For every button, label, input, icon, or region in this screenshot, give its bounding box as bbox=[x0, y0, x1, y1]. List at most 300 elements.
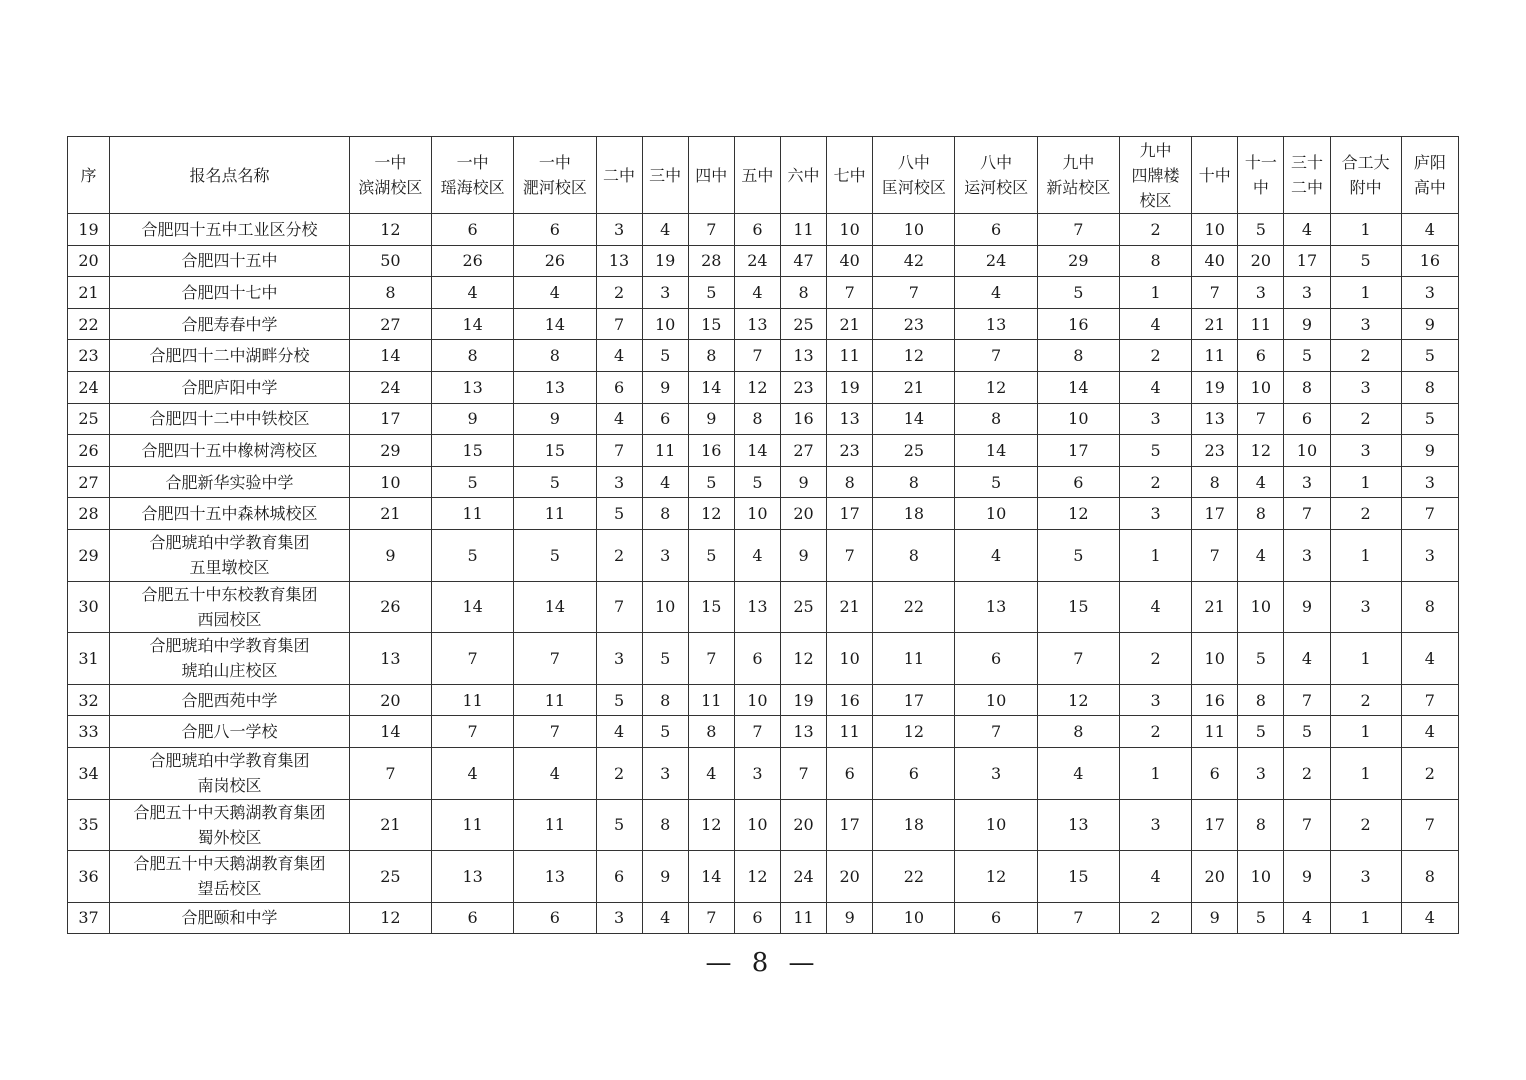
quota-cell: 11 bbox=[781, 214, 827, 246]
quota-cell: 24 bbox=[349, 371, 431, 403]
quota-cell: 3 bbox=[955, 747, 1037, 799]
quota-cell: 8 bbox=[1284, 371, 1330, 403]
quota-cell: 17 bbox=[1284, 245, 1330, 277]
quota-cell: 25 bbox=[781, 581, 827, 633]
quota-cell: 23 bbox=[781, 371, 827, 403]
row-name-cell: 合肥新华实验中学 bbox=[110, 466, 350, 498]
table-row bbox=[68, 214, 1459, 246]
quota-cell: 3 bbox=[1330, 371, 1401, 403]
quota-cell: 12 bbox=[955, 851, 1037, 903]
quota-cell: 7 bbox=[955, 716, 1037, 748]
quota-cell: 7 bbox=[688, 633, 734, 685]
quota-cell: 2 bbox=[1119, 633, 1191, 685]
quota-cell: 10 bbox=[734, 684, 780, 716]
quota-cell: 27 bbox=[349, 308, 431, 340]
quota-cell: 10 bbox=[734, 799, 780, 851]
quota-cell: 26 bbox=[514, 245, 596, 277]
quota-cell: 5 bbox=[1284, 340, 1330, 372]
quota-cell: 4 bbox=[432, 277, 514, 309]
row-name-cell: 合肥四十五中橡树湾校区 bbox=[110, 435, 350, 467]
quota-cell: 6 bbox=[1238, 340, 1284, 372]
quota-cell: 4 bbox=[432, 747, 514, 799]
quota-cell: 1 bbox=[1330, 214, 1401, 246]
quota-cell: 13 bbox=[1037, 799, 1119, 851]
quota-cell: 5 bbox=[1238, 902, 1284, 934]
quota-cell: 4 bbox=[1238, 466, 1284, 498]
quota-cell: 8 bbox=[1238, 684, 1284, 716]
quota-cell: 6 bbox=[955, 214, 1037, 246]
quota-cell: 13 bbox=[955, 308, 1037, 340]
quota-cell: 40 bbox=[827, 245, 873, 277]
quota-cell: 23 bbox=[873, 308, 955, 340]
quota-cell: 15 bbox=[688, 308, 734, 340]
quota-cell: 8 bbox=[688, 716, 734, 748]
quota-cell: 4 bbox=[1401, 633, 1458, 685]
quota-cell: 2 bbox=[1330, 340, 1401, 372]
table-row bbox=[68, 435, 1459, 467]
quota-cell: 1 bbox=[1330, 277, 1401, 309]
row-name-cell: 合肥五十中天鹅湖教育集团 蜀外校区 bbox=[110, 799, 350, 851]
row-name-cell: 合肥四十五中 bbox=[110, 245, 350, 277]
quota-cell: 2 bbox=[1330, 799, 1401, 851]
column-header-name: 报名点名称 bbox=[110, 137, 350, 214]
quota-cell: 7 bbox=[1401, 498, 1458, 530]
quota-cell: 1 bbox=[1330, 747, 1401, 799]
quota-cell: 4 bbox=[688, 747, 734, 799]
quota-cell: 7 bbox=[1284, 799, 1330, 851]
quota-cell: 17 bbox=[827, 799, 873, 851]
table-row bbox=[68, 799, 1459, 851]
quota-cell: 21 bbox=[349, 498, 431, 530]
quota-cell: 13 bbox=[781, 340, 827, 372]
quota-cell: 13 bbox=[955, 581, 1037, 633]
quota-cell: 5 bbox=[432, 529, 514, 581]
quota-cell: 6 bbox=[642, 403, 688, 435]
quota-cell: 17 bbox=[1192, 498, 1238, 530]
quota-cell: 10 bbox=[1192, 214, 1238, 246]
quota-cell: 40 bbox=[1192, 245, 1238, 277]
quota-cell: 12 bbox=[873, 716, 955, 748]
quota-cell: 7 bbox=[432, 633, 514, 685]
table-row bbox=[68, 633, 1459, 685]
quota-cell: 13 bbox=[514, 371, 596, 403]
row-seq-cell: 36 bbox=[68, 851, 110, 903]
quota-cell: 2 bbox=[1119, 466, 1191, 498]
quota-cell: 4 bbox=[1037, 747, 1119, 799]
quota-cell: 6 bbox=[873, 747, 955, 799]
quota-cell: 5 bbox=[1238, 716, 1284, 748]
quota-cell: 20 bbox=[1192, 851, 1238, 903]
column-header-seq: 序 bbox=[68, 137, 110, 214]
quota-cell: 8 bbox=[827, 466, 873, 498]
quota-cell: 13 bbox=[1192, 403, 1238, 435]
row-name-cell: 合肥五十中天鹅湖教育集团 望岳校区 bbox=[110, 851, 350, 903]
quota-cell: 17 bbox=[873, 684, 955, 716]
quota-cell: 3 bbox=[1238, 747, 1284, 799]
quota-cell: 9 bbox=[781, 466, 827, 498]
table-row bbox=[68, 902, 1459, 934]
quota-cell: 16 bbox=[1192, 684, 1238, 716]
quota-cell: 7 bbox=[514, 633, 596, 685]
quota-cell: 8 bbox=[514, 340, 596, 372]
quota-cell: 4 bbox=[1119, 308, 1191, 340]
quota-cell: 7 bbox=[1284, 498, 1330, 530]
quota-cell: 29 bbox=[1037, 245, 1119, 277]
quota-cell: 7 bbox=[1284, 684, 1330, 716]
quota-cell: 7 bbox=[1401, 684, 1458, 716]
quota-cell: 7 bbox=[688, 902, 734, 934]
quota-cell: 8 bbox=[1401, 371, 1458, 403]
quota-cell: 8 bbox=[1401, 581, 1458, 633]
quota-cell: 12 bbox=[781, 633, 827, 685]
row-seq-cell: 34 bbox=[68, 747, 110, 799]
quota-cell: 21 bbox=[349, 799, 431, 851]
quota-cell: 5 bbox=[514, 466, 596, 498]
quota-cell: 19 bbox=[781, 684, 827, 716]
quota-cell: 11 bbox=[827, 716, 873, 748]
row-name-cell: 合肥四十二中中铁校区 bbox=[110, 403, 350, 435]
quota-cell: 4 bbox=[1284, 902, 1330, 934]
column-header-school: 六中 bbox=[781, 137, 827, 214]
table-row bbox=[68, 403, 1459, 435]
quota-cell: 11 bbox=[1192, 716, 1238, 748]
quota-cell: 3 bbox=[1119, 799, 1191, 851]
quota-cell: 24 bbox=[955, 245, 1037, 277]
quota-cell: 2 bbox=[1401, 747, 1458, 799]
table-row bbox=[68, 684, 1459, 716]
quota-cell: 7 bbox=[827, 529, 873, 581]
quota-cell: 5 bbox=[642, 716, 688, 748]
quota-cell: 1 bbox=[1330, 633, 1401, 685]
quota-cell: 14 bbox=[514, 581, 596, 633]
quota-cell: 5 bbox=[1119, 435, 1191, 467]
quota-cell: 28 bbox=[688, 245, 734, 277]
table-row bbox=[68, 716, 1459, 748]
quota-cell: 5 bbox=[688, 277, 734, 309]
quota-cell: 22 bbox=[873, 851, 955, 903]
row-seq-cell: 29 bbox=[68, 529, 110, 581]
quota-cell: 14 bbox=[873, 403, 955, 435]
quota-cell: 13 bbox=[781, 716, 827, 748]
quota-cell: 11 bbox=[873, 633, 955, 685]
quota-cell: 4 bbox=[642, 466, 688, 498]
quota-cell: 17 bbox=[1192, 799, 1238, 851]
quota-cell: 29 bbox=[349, 435, 431, 467]
quota-cell: 13 bbox=[734, 308, 780, 340]
quota-cell: 9 bbox=[1401, 308, 1458, 340]
quota-cell: 3 bbox=[596, 633, 642, 685]
table-row bbox=[68, 581, 1459, 633]
quota-cell: 2 bbox=[1330, 403, 1401, 435]
quota-cell: 6 bbox=[955, 633, 1037, 685]
row-seq-cell: 19 bbox=[68, 214, 110, 246]
quota-cell: 2 bbox=[1119, 902, 1191, 934]
quota-cell: 8 bbox=[955, 403, 1037, 435]
column-header-school: 二中 bbox=[596, 137, 642, 214]
quota-cell: 10 bbox=[873, 214, 955, 246]
row-seq-cell: 25 bbox=[68, 403, 110, 435]
quota-cell: 20 bbox=[781, 799, 827, 851]
quota-cell: 10 bbox=[734, 498, 780, 530]
column-header-school: 四中 bbox=[688, 137, 734, 214]
quota-cell: 9 bbox=[1192, 902, 1238, 934]
row-name-cell: 合肥八一学校 bbox=[110, 716, 350, 748]
quota-cell: 14 bbox=[955, 435, 1037, 467]
quota-cell: 10 bbox=[1238, 851, 1284, 903]
quota-cell: 5 bbox=[1037, 529, 1119, 581]
quota-cell: 6 bbox=[734, 902, 780, 934]
quota-cell: 3 bbox=[642, 747, 688, 799]
quota-cell: 10 bbox=[1238, 581, 1284, 633]
row-seq-cell: 21 bbox=[68, 277, 110, 309]
quota-cell: 15 bbox=[1037, 581, 1119, 633]
quota-cell: 4 bbox=[1284, 633, 1330, 685]
quota-cell: 5 bbox=[1330, 245, 1401, 277]
quota-cell: 14 bbox=[1037, 371, 1119, 403]
row-name-cell: 合肥四十五中森林城校区 bbox=[110, 498, 350, 530]
quota-cell: 9 bbox=[642, 851, 688, 903]
quota-cell: 6 bbox=[1037, 466, 1119, 498]
quota-cell: 11 bbox=[642, 435, 688, 467]
quota-cell: 16 bbox=[827, 684, 873, 716]
quota-cell: 2 bbox=[1330, 684, 1401, 716]
quota-table bbox=[67, 136, 1459, 934]
quota-cell: 10 bbox=[642, 581, 688, 633]
row-seq-cell: 32 bbox=[68, 684, 110, 716]
quota-cell: 16 bbox=[688, 435, 734, 467]
row-name-cell: 合肥四十五中工业区分校 bbox=[110, 214, 350, 246]
quota-cell: 17 bbox=[827, 498, 873, 530]
quota-cell: 21 bbox=[827, 308, 873, 340]
quota-cell: 15 bbox=[688, 581, 734, 633]
quota-cell: 3 bbox=[1401, 529, 1458, 581]
table-body bbox=[68, 214, 1459, 934]
row-seq-cell: 27 bbox=[68, 466, 110, 498]
quota-cell: 5 bbox=[955, 466, 1037, 498]
quota-cell: 2 bbox=[1330, 498, 1401, 530]
quota-cell: 23 bbox=[827, 435, 873, 467]
quota-cell: 7 bbox=[514, 716, 596, 748]
quota-cell: 3 bbox=[1330, 308, 1401, 340]
quota-cell: 10 bbox=[1037, 403, 1119, 435]
table-row bbox=[68, 498, 1459, 530]
quota-cell: 4 bbox=[1238, 529, 1284, 581]
quota-cell: 12 bbox=[955, 371, 1037, 403]
quota-cell: 4 bbox=[1284, 214, 1330, 246]
quota-cell: 8 bbox=[349, 277, 431, 309]
quota-cell: 1 bbox=[1330, 466, 1401, 498]
quota-cell: 2 bbox=[1284, 747, 1330, 799]
quota-cell: 5 bbox=[688, 529, 734, 581]
quota-cell: 27 bbox=[781, 435, 827, 467]
quota-cell: 8 bbox=[642, 498, 688, 530]
column-header-school: 十中 bbox=[1192, 137, 1238, 214]
quota-cell: 5 bbox=[514, 529, 596, 581]
row-seq-cell: 31 bbox=[68, 633, 110, 685]
quota-cell: 11 bbox=[514, 799, 596, 851]
quota-cell: 15 bbox=[432, 435, 514, 467]
quota-cell: 4 bbox=[514, 747, 596, 799]
table-row bbox=[68, 277, 1459, 309]
quota-cell: 5 bbox=[642, 633, 688, 685]
row-name-cell: 合肥琥珀中学教育集团 五里墩校区 bbox=[110, 529, 350, 581]
quota-cell: 5 bbox=[1037, 277, 1119, 309]
quota-cell: 8 bbox=[1401, 851, 1458, 903]
quota-cell: 3 bbox=[1330, 851, 1401, 903]
row-name-cell: 合肥寿春中学 bbox=[110, 308, 350, 340]
quota-cell: 24 bbox=[734, 245, 780, 277]
quota-cell: 4 bbox=[596, 716, 642, 748]
column-header-school: 一中 瑶海校区 bbox=[432, 137, 514, 214]
row-name-cell: 合肥庐阳中学 bbox=[110, 371, 350, 403]
quota-cell: 18 bbox=[873, 498, 955, 530]
quota-cell: 12 bbox=[1037, 498, 1119, 530]
quota-cell: 9 bbox=[1284, 581, 1330, 633]
quota-cell: 12 bbox=[349, 214, 431, 246]
quota-cell: 3 bbox=[1284, 277, 1330, 309]
quota-cell: 15 bbox=[514, 435, 596, 467]
quota-cell: 5 bbox=[1238, 214, 1284, 246]
quota-cell: 11 bbox=[688, 684, 734, 716]
quota-cell: 14 bbox=[432, 308, 514, 340]
quota-cell: 12 bbox=[688, 799, 734, 851]
quota-cell: 1 bbox=[1330, 529, 1401, 581]
quota-cell: 7 bbox=[734, 716, 780, 748]
quota-cell: 20 bbox=[827, 851, 873, 903]
quota-cell: 6 bbox=[596, 851, 642, 903]
quota-cell: 20 bbox=[349, 684, 431, 716]
quota-cell: 7 bbox=[1401, 799, 1458, 851]
quota-cell: 9 bbox=[688, 403, 734, 435]
quota-cell: 50 bbox=[349, 245, 431, 277]
row-seq-cell: 24 bbox=[68, 371, 110, 403]
quota-cell: 6 bbox=[1192, 747, 1238, 799]
quota-cell: 25 bbox=[781, 308, 827, 340]
quota-cell: 3 bbox=[1284, 529, 1330, 581]
quota-cell: 7 bbox=[596, 581, 642, 633]
quota-cell: 8 bbox=[1238, 799, 1284, 851]
quota-cell: 14 bbox=[349, 340, 431, 372]
quota-cell: 12 bbox=[873, 340, 955, 372]
quota-cell: 3 bbox=[1330, 581, 1401, 633]
quota-cell: 23 bbox=[1192, 435, 1238, 467]
quota-cell: 8 bbox=[734, 403, 780, 435]
quota-cell: 6 bbox=[1284, 403, 1330, 435]
column-header-school: 合工大 附中 bbox=[1330, 137, 1401, 214]
quota-cell: 7 bbox=[432, 716, 514, 748]
quota-cell: 12 bbox=[688, 498, 734, 530]
quota-cell: 10 bbox=[955, 684, 1037, 716]
column-header-school: 八中 运河校区 bbox=[955, 137, 1037, 214]
quota-cell: 11 bbox=[432, 684, 514, 716]
quota-cell: 12 bbox=[734, 851, 780, 903]
row-seq-cell: 28 bbox=[68, 498, 110, 530]
quota-cell: 7 bbox=[688, 214, 734, 246]
quota-cell: 13 bbox=[596, 245, 642, 277]
quota-cell: 4 bbox=[1119, 851, 1191, 903]
quota-cell: 25 bbox=[873, 435, 955, 467]
quota-cell: 47 bbox=[781, 245, 827, 277]
quota-cell: 10 bbox=[1284, 435, 1330, 467]
quota-cell: 3 bbox=[1284, 466, 1330, 498]
quota-cell: 3 bbox=[642, 529, 688, 581]
quota-cell: 12 bbox=[1238, 435, 1284, 467]
quota-cell: 5 bbox=[1238, 633, 1284, 685]
quota-cell: 8 bbox=[1037, 340, 1119, 372]
quota-cell: 13 bbox=[514, 851, 596, 903]
quota-cell: 3 bbox=[1119, 684, 1191, 716]
quota-cell: 8 bbox=[642, 799, 688, 851]
quota-cell: 11 bbox=[1238, 308, 1284, 340]
quota-cell: 14 bbox=[734, 435, 780, 467]
quota-cell: 19 bbox=[827, 371, 873, 403]
quota-cell: 16 bbox=[1037, 308, 1119, 340]
quota-cell: 10 bbox=[827, 633, 873, 685]
row-seq-cell: 22 bbox=[68, 308, 110, 340]
quota-cell: 2 bbox=[1119, 716, 1191, 748]
quota-cell: 10 bbox=[642, 308, 688, 340]
quota-cell: 11 bbox=[781, 902, 827, 934]
quota-cell: 5 bbox=[734, 466, 780, 498]
quota-cell: 7 bbox=[596, 308, 642, 340]
quota-cell: 9 bbox=[1284, 851, 1330, 903]
quota-cell: 3 bbox=[1401, 466, 1458, 498]
quota-cell: 4 bbox=[642, 214, 688, 246]
quota-cell: 3 bbox=[1330, 435, 1401, 467]
quota-cell: 25 bbox=[349, 851, 431, 903]
table-row bbox=[68, 371, 1459, 403]
quota-cell: 1 bbox=[1119, 529, 1191, 581]
column-header-school: 三十 二中 bbox=[1284, 137, 1330, 214]
quota-cell: 7 bbox=[873, 277, 955, 309]
quota-cell: 11 bbox=[1192, 340, 1238, 372]
column-header-school: 一中 滨湖校区 bbox=[349, 137, 431, 214]
quota-cell: 13 bbox=[349, 633, 431, 685]
row-seq-cell: 33 bbox=[68, 716, 110, 748]
quota-cell: 1 bbox=[1119, 277, 1191, 309]
row-seq-cell: 30 bbox=[68, 581, 110, 633]
quota-cell: 10 bbox=[873, 902, 955, 934]
quota-cell: 8 bbox=[1037, 716, 1119, 748]
quota-cell: 6 bbox=[514, 214, 596, 246]
table-row bbox=[68, 466, 1459, 498]
row-seq-cell: 37 bbox=[68, 902, 110, 934]
quota-cell: 14 bbox=[688, 851, 734, 903]
column-header-school: 五中 bbox=[734, 137, 780, 214]
quota-cell: 19 bbox=[1192, 371, 1238, 403]
quota-cell: 24 bbox=[781, 851, 827, 903]
quota-cell: 9 bbox=[349, 529, 431, 581]
quota-cell: 4 bbox=[1401, 214, 1458, 246]
quota-cell: 4 bbox=[642, 902, 688, 934]
quota-cell: 5 bbox=[596, 799, 642, 851]
quota-cell: 6 bbox=[734, 633, 780, 685]
quota-cell: 9 bbox=[1284, 308, 1330, 340]
table-row bbox=[68, 245, 1459, 277]
row-name-cell: 合肥颐和中学 bbox=[110, 902, 350, 934]
quota-cell: 6 bbox=[514, 902, 596, 934]
quota-cell: 3 bbox=[734, 747, 780, 799]
quota-cell: 14 bbox=[432, 581, 514, 633]
quota-cell: 1 bbox=[1119, 747, 1191, 799]
quota-cell: 12 bbox=[349, 902, 431, 934]
quota-cell: 11 bbox=[514, 684, 596, 716]
quota-cell: 8 bbox=[1238, 498, 1284, 530]
quota-cell: 1 bbox=[1330, 902, 1401, 934]
quota-cell: 8 bbox=[1119, 245, 1191, 277]
quota-cell: 42 bbox=[873, 245, 955, 277]
column-header-school: 三中 bbox=[642, 137, 688, 214]
